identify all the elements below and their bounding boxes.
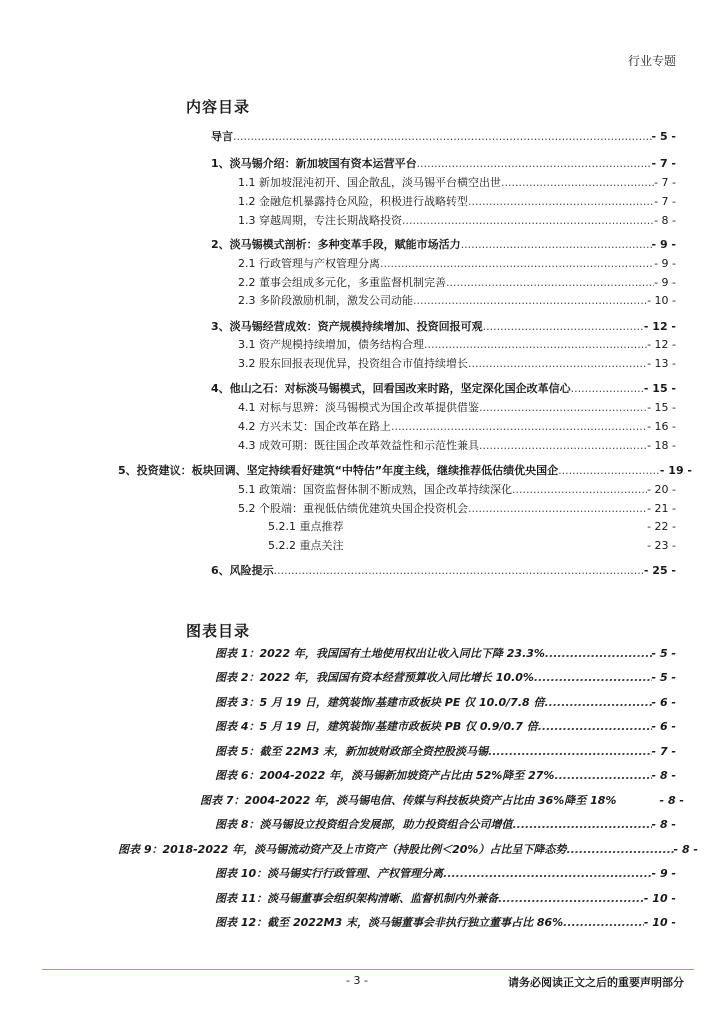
toc-entry[interactable]: 2.3 多阶段激励机制，激发公司动能 ..... - 10 - [238, 292, 676, 309]
toc-entry[interactable]: 3.2 股东回报表现优异，投资组合市值持续增长 ..... - 13 - [238, 355, 676, 372]
toc-entry[interactable]: 4、他山之石：对标淡马锡模式，回看国改来时路，坚定深化国企改革信心 ..... - 15 - [211, 380, 676, 397]
page-number: - 3 - [346, 974, 368, 987]
figure-entry[interactable]: 图表 2：2022 年，我国国有资本经营预算收入同比增长 10.0% ..... - 5 - [215, 669, 676, 686]
toc-title: 内容目录 [186, 98, 251, 116]
toc-entry[interactable]: 2.2 董事会组成多元化，多重监督机制完善 ..... - 9 - [238, 274, 676, 291]
toc-entry[interactable]: 导言 ..... - 5 - [211, 128, 676, 145]
figure-entry[interactable]: 图表 7：2004-2022 年，淡马锡电信、传媒与科技板块资产占比由 36%降至 18% - 8 - [200, 794, 684, 807]
toc-entry[interactable]: 5.2.2 重点关注 - 23 - [268, 539, 676, 552]
figure-entry[interactable]: 图表 1：2022 年，我国国有土地使用权出让收入同比下降 23.3% ..... - 5 - [215, 645, 676, 662]
figure-entry[interactable]: 图表 8：淡马锡设立投资组合发展部，助力投资组合公司增值 ..... - 8 - [215, 816, 676, 833]
toc-entry[interactable]: 1.3 穿越周期，专注长期战略投资 ..... - 8 - [238, 212, 676, 229]
figure-entry[interactable]: 图表 10：淡马锡实行行政管理、产权管理分离 ..... - 9 - [215, 865, 676, 882]
figure-entry[interactable]: 图表 12：截至 2022M3 末，淡马锡董事会非执行独立董事占比 86% ..... - 10 - [215, 914, 676, 931]
toc-entry[interactable]: 2.1 行政管理与产权管理分离 ..... - 9 - [238, 255, 676, 272]
toc-entry[interactable]: 5.2 个股端：重视低估绩优建筑央国企投资机会 ..... - 21 - [238, 500, 676, 517]
toc-entry[interactable]: 5、投资建议：板块回调、坚定持续看好建筑“中特估”年度主线，继续推荐低估绩优央国企 ..... - 19 - [118, 462, 692, 479]
figure-entry[interactable]: 图表 6：2004-2022 年，淡马锡新加坡资产占比由 52%降至 27% ..... - 8 - [215, 767, 676, 784]
toc-entry[interactable]: 4.3 成效可期：既往国企改革效益性和示范性兼具 ..... - 18 - [238, 437, 676, 454]
toc-entry[interactable]: 5.1 政策端：国资监督体制不断成熟，国企改革持续深化 ..... - 20 - [238, 481, 676, 498]
footer-divider [42, 969, 694, 970]
figure-entry[interactable]: 图表 4：5 月 19 日，建筑装饰/基建市政板块 PB 仅 0.9/0.7 倍 ..... - 6 - [215, 718, 676, 735]
toc-entry[interactable]: 3.1 资产规模持续增加，债务结构合理 ..... - 12 - [238, 336, 676, 353]
figure-entry[interactable]: 图表 11：淡马锡董事会组织架构清晰、监督机制内外兼备 ..... - 10 - [215, 890, 676, 907]
toc-entry[interactable]: 1.1 新加坡混沌初开、国企散乱，淡马锡平台横空出世 ..... - 7 - [238, 174, 676, 191]
report-type-label: 行业专题 [627, 54, 676, 68]
figure-entry[interactable]: 图表 3：5 月 19 日，建筑装饰/基建市政板块 PE 仅 10.0/7.8 倍 ..... - 6 - [215, 694, 676, 711]
figure-entry[interactable]: 图表 9：2018-2022 年，淡马锡流动资产及上市资产（持股比例＜20%）占比呈下降态势 ..... - 8 - [118, 841, 698, 858]
figures-title: 图表目录 [186, 622, 251, 640]
disclaimer-text: 请务必阅读正文之后的重要声明部分 [508, 976, 684, 989]
toc-entry[interactable]: 3、淡马锡经营成效：资产规模持续增加、投资回报可观 ..... - 12 - [211, 318, 676, 335]
toc-entry[interactable]: 4.2 方兴未艾：国企改革在路上 ..... - 16 - [238, 418, 676, 435]
toc-entry[interactable]: 2、淡马锡模式剖析：多种变革手段，赋能市场活力 ..... - 9 - [211, 236, 676, 253]
toc-entry[interactable]: 1、淡马锡介绍：新加坡国有资本运营平台 ..... - 7 - [211, 155, 676, 172]
figure-entry[interactable]: 图表 5：截至 22M3 末，新加坡财政部全资控股淡马锡 ..... - 7 - [215, 743, 676, 760]
toc-entry[interactable]: 1.2 金融危机暴露持仓风险，积极进行战略转型 ..... - 7 - [238, 193, 676, 210]
toc-entry[interactable]: 5.2.1 重点推荐 - 22 - [268, 520, 676, 533]
toc-entry[interactable]: 6、风险提示 ..... - 25 - [211, 562, 676, 579]
toc-entry[interactable]: 4.1 对标与思辨：淡马锡模式为国企改革提供借鉴 ..... - 15 - [238, 399, 676, 416]
